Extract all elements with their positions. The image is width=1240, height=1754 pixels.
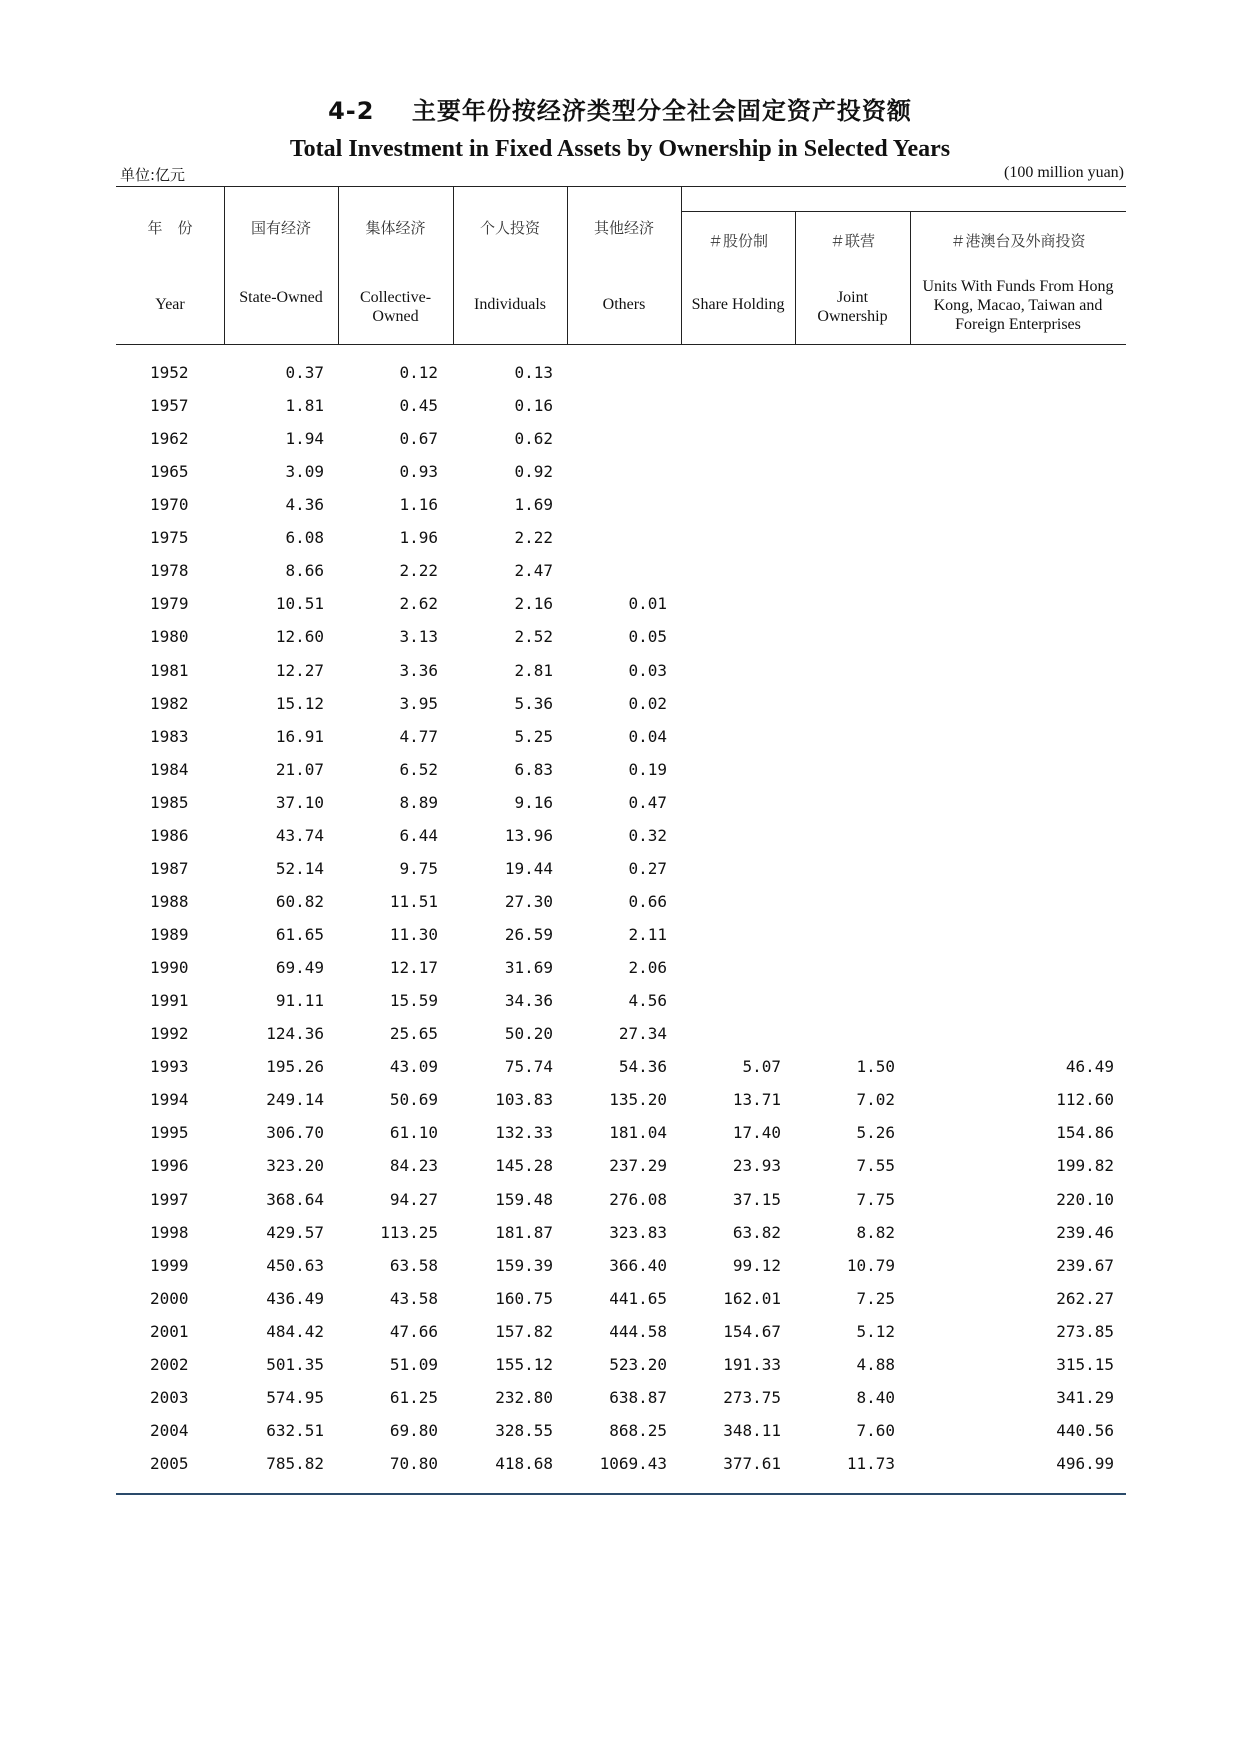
unit-label-cn: 单位:亿元 — [120, 166, 186, 184]
state-owned-cell: 368.64 — [266, 1189, 324, 1209]
header-others-cn: 其他经济 — [593, 219, 654, 237]
individuals-cell: 2.16 — [514, 594, 553, 614]
state-owned-cell: 785.82 — [266, 1453, 324, 1473]
table-row — [0, 952, 1240, 985]
column-divider — [681, 186, 682, 344]
individuals-cell: 2.22 — [514, 528, 553, 548]
others-cell: 27.34 — [618, 1024, 667, 1044]
others-cell: 1069.43 — [599, 1453, 667, 1473]
others-cell: 276.08 — [609, 1189, 667, 1209]
state-owned-cell: 429.57 — [266, 1222, 324, 1242]
state-owned-cell: 436.49 — [266, 1288, 324, 1308]
share-holding-cell: 154.67 — [723, 1321, 781, 1341]
header-others-en: Others — [602, 296, 646, 313]
year-cell: 1998 — [150, 1222, 189, 1242]
collective-owned-cell: 25.65 — [389, 1024, 438, 1044]
collective-owned-cell: 12.17 — [389, 958, 438, 978]
joint-ownership-cell: 7.60 — [856, 1420, 895, 1440]
share-holding-cell: 37.15 — [732, 1189, 781, 1209]
collective-owned-cell: 6.52 — [399, 759, 438, 779]
individuals-cell: 0.62 — [514, 429, 553, 449]
table-row — [0, 1217, 1240, 1250]
others-cell: 444.58 — [609, 1321, 667, 1341]
share-holding-cell: 377.61 — [723, 1453, 781, 1473]
state-owned-cell: 43.74 — [275, 825, 324, 845]
table-row — [0, 1349, 1240, 1382]
others-cell: 366.40 — [609, 1255, 667, 1275]
header-rule — [116, 344, 1126, 345]
share-holding-cell: 99.12 — [732, 1255, 781, 1275]
year-cell: 1957 — [150, 396, 189, 416]
table-row — [0, 754, 1240, 787]
header-year-en: Year — [155, 296, 185, 313]
year-cell: 1952 — [150, 363, 189, 382]
header-share-en: Share Holding — [691, 296, 785, 313]
collective-owned-cell: 1.96 — [399, 528, 438, 548]
collective-owned-cell: 1.16 — [399, 495, 438, 515]
hk-macao-taiwan-foreign-cell: 239.67 — [1056, 1255, 1114, 1275]
individuals-cell: 145.28 — [495, 1156, 553, 1176]
individuals-cell: 50.20 — [504, 1024, 553, 1044]
others-cell: 0.47 — [628, 792, 667, 812]
individuals-cell: 2.52 — [514, 627, 553, 647]
column-divider — [224, 186, 225, 344]
hk-macao-taiwan-foreign-cell: 262.27 — [1056, 1288, 1114, 1308]
state-owned-cell: 16.91 — [275, 726, 324, 746]
table-row — [0, 688, 1240, 721]
year-cell: 1978 — [150, 561, 189, 581]
joint-ownership-cell: 10.79 — [846, 1255, 895, 1275]
state-owned-cell: 4.36 — [285, 495, 324, 515]
header-share-cn: ＃股份制 — [707, 232, 768, 250]
year-cell: 1996 — [150, 1156, 189, 1176]
individuals-cell: 19.44 — [504, 858, 553, 878]
table-row — [0, 1117, 1240, 1150]
state-owned-cell: 484.42 — [266, 1321, 324, 1341]
table-row — [0, 1018, 1240, 1051]
header-collective-cn: 集体经济 — [365, 219, 426, 237]
joint-ownership-cell: 7.75 — [856, 1189, 895, 1209]
others-cell: 523.20 — [609, 1354, 667, 1374]
year-cell: 1986 — [150, 825, 189, 845]
individuals-cell: 103.83 — [495, 1090, 553, 1110]
joint-ownership-cell: 8.82 — [856, 1222, 895, 1242]
others-cell: 54.36 — [618, 1057, 667, 1077]
header-joint-en — [795, 288, 910, 326]
collective-owned-cell: 70.80 — [389, 1453, 438, 1473]
table-row — [0, 1382, 1240, 1415]
table-row — [0, 621, 1240, 654]
table-row — [0, 1184, 1240, 1217]
collective-owned-cell: 2.22 — [399, 561, 438, 581]
table-row — [0, 1448, 1240, 1481]
joint-ownership-cell: 4.88 — [856, 1354, 895, 1374]
others-cell: 638.87 — [609, 1387, 667, 1407]
others-cell: 0.32 — [628, 825, 667, 845]
state-owned-cell: 1.81 — [285, 396, 324, 416]
hk-macao-taiwan-foreign-cell: 239.46 — [1056, 1222, 1114, 1242]
others-cell: 2.11 — [628, 925, 667, 945]
individuals-cell: 157.82 — [495, 1321, 553, 1341]
table-row — [0, 1150, 1240, 1183]
individuals-cell: 418.68 — [495, 1453, 553, 1473]
individuals-cell: 1.69 — [514, 495, 553, 515]
table-row — [0, 357, 1240, 390]
table-row — [0, 390, 1240, 423]
individuals-cell: 6.83 — [514, 759, 553, 779]
state-owned-cell: 61.65 — [275, 925, 324, 945]
individuals-cell: 2.47 — [514, 561, 553, 581]
year-cell: 1999 — [150, 1255, 189, 1275]
hk-macao-taiwan-foreign-cell: 112.60 — [1056, 1090, 1114, 1110]
state-owned-cell: 10.51 — [275, 594, 324, 614]
individuals-cell: 34.36 — [504, 991, 553, 1011]
state-owned-cell: 632.51 — [266, 1420, 324, 1440]
year-cell: 2000 — [150, 1288, 189, 1308]
others-cell: 0.02 — [628, 693, 667, 713]
collective-owned-cell: 0.67 — [399, 429, 438, 449]
year-cell: 1980 — [150, 627, 189, 647]
bottom-rule — [116, 1493, 1126, 1495]
header-hk-en-line1: Units With Funds From Hong — [922, 278, 1114, 295]
state-owned-cell: 12.60 — [275, 627, 324, 647]
individuals-cell: 5.36 — [514, 693, 553, 713]
year-cell: 2005 — [150, 1453, 189, 1473]
others-cell: 135.20 — [609, 1090, 667, 1110]
state-owned-cell: 52.14 — [275, 858, 324, 878]
individuals-cell: 0.16 — [514, 396, 553, 416]
others-cell: 0.05 — [628, 627, 667, 647]
hk-macao-taiwan-foreign-cell: 154.86 — [1056, 1123, 1114, 1143]
individuals-cell: 232.80 — [495, 1387, 553, 1407]
others-cell: 0.19 — [628, 759, 667, 779]
hk-macao-taiwan-foreign-cell: 496.99 — [1056, 1453, 1114, 1473]
joint-ownership-cell: 7.25 — [856, 1288, 895, 1308]
table-row — [0, 787, 1240, 820]
individuals-cell: 181.87 — [495, 1222, 553, 1242]
state-owned-cell: 0.37 — [285, 363, 324, 382]
header-individuals-en: Individuals — [474, 296, 546, 313]
individuals-cell: 328.55 — [495, 1420, 553, 1440]
share-holding-cell: 348.11 — [723, 1420, 781, 1440]
individuals-cell: 13.96 — [504, 825, 553, 845]
others-cell: 0.66 — [628, 891, 667, 911]
header-joint-cn: ＃联营 — [829, 232, 875, 250]
state-owned-cell: 450.63 — [266, 1255, 324, 1275]
others-cell: 0.03 — [628, 660, 667, 680]
table-row — [0, 489, 1240, 522]
collective-owned-cell: 4.77 — [399, 726, 438, 746]
individuals-cell: 160.75 — [495, 1288, 553, 1308]
state-owned-cell: 306.70 — [266, 1123, 324, 1143]
table-row — [0, 1415, 1240, 1448]
collective-owned-cell: 2.62 — [399, 594, 438, 614]
others-cell: 0.01 — [628, 594, 667, 614]
individuals-cell: 132.33 — [495, 1123, 553, 1143]
joint-ownership-cell: 7.55 — [856, 1156, 895, 1176]
table-row — [0, 820, 1240, 853]
collective-owned-cell: 11.51 — [389, 891, 438, 911]
others-cell: 2.06 — [628, 958, 667, 978]
share-holding-cell: 191.33 — [723, 1354, 781, 1374]
hk-macao-taiwan-foreign-cell: 440.56 — [1056, 1420, 1114, 1440]
table-row — [0, 1283, 1240, 1316]
state-owned-cell: 69.49 — [275, 958, 324, 978]
unit-label-en: (100 million yuan) — [1004, 164, 1124, 181]
collective-owned-cell: 3.95 — [399, 693, 438, 713]
joint-ownership-cell: 5.12 — [856, 1321, 895, 1341]
table-title-cn — [0, 91, 1240, 126]
collective-owned-cell: 3.36 — [399, 660, 438, 680]
collective-owned-cell: 0.93 — [399, 462, 438, 482]
header-hk-cn: ＃港澳台及外商投资 — [950, 232, 1086, 250]
table-row — [0, 423, 1240, 456]
collective-owned-cell: 63.58 — [389, 1255, 438, 1275]
year-cell: 1985 — [150, 792, 189, 812]
individuals-cell: 159.39 — [495, 1255, 553, 1275]
header-hk-en-line2: Kong, Macao, Taiwan and — [933, 297, 1103, 314]
hk-macao-taiwan-foreign-cell: 199.82 — [1056, 1156, 1114, 1176]
others-cell: 237.29 — [609, 1156, 667, 1176]
collective-owned-cell: 11.30 — [389, 925, 438, 945]
collective-owned-cell: 84.23 — [389, 1156, 438, 1176]
individuals-cell: 9.16 — [514, 792, 553, 812]
state-owned-cell: 12.27 — [275, 660, 324, 680]
state-owned-cell: 3.09 — [285, 462, 324, 482]
header-collective-en — [338, 288, 453, 326]
year-cell: 1991 — [150, 991, 189, 1011]
others-cell: 0.27 — [628, 858, 667, 878]
year-cell: 2004 — [150, 1420, 189, 1440]
share-holding-cell: 23.93 — [732, 1156, 781, 1176]
share-holding-cell: 63.82 — [732, 1222, 781, 1242]
year-cell: 1975 — [150, 528, 189, 548]
table-number: 4-2 — [328, 97, 375, 125]
table-row — [0, 456, 1240, 489]
others-cell: 4.56 — [628, 991, 667, 1011]
header-collective-en-line1: Collective- — [359, 289, 432, 306]
state-owned-cell: 6.08 — [285, 528, 324, 548]
collective-owned-cell: 47.66 — [389, 1321, 438, 1341]
hk-macao-taiwan-foreign-cell: 315.15 — [1056, 1354, 1114, 1374]
hk-macao-taiwan-foreign-cell: 273.85 — [1056, 1321, 1114, 1341]
state-owned-cell: 574.95 — [266, 1387, 324, 1407]
table-row — [0, 522, 1240, 555]
table-row — [0, 985, 1240, 1018]
collective-owned-cell: 8.89 — [399, 792, 438, 812]
table-row — [0, 886, 1240, 919]
state-owned-cell: 1.94 — [285, 429, 324, 449]
table-title-cn-text: 主要年份按经济类型分全社会固定资产投资额 — [411, 97, 912, 125]
top-rule — [116, 186, 1126, 187]
joint-ownership-cell: 5.26 — [856, 1123, 895, 1143]
year-cell: 1983 — [150, 726, 189, 746]
share-holding-cell: 5.07 — [742, 1057, 781, 1077]
header-year-cn: 年 份 — [147, 219, 193, 237]
joint-ownership-cell: 1.50 — [856, 1057, 895, 1077]
state-owned-cell: 249.14 — [266, 1090, 324, 1110]
share-holding-cell: 13.71 — [732, 1090, 781, 1110]
share-holding-cell: 17.40 — [732, 1123, 781, 1143]
hk-macao-taiwan-foreign-cell: 341.29 — [1056, 1387, 1114, 1407]
others-cell: 868.25 — [609, 1420, 667, 1440]
year-cell: 1993 — [150, 1057, 189, 1077]
table-row — [0, 555, 1240, 588]
state-owned-cell: 195.26 — [266, 1057, 324, 1077]
hk-macao-taiwan-foreign-cell: 220.10 — [1056, 1189, 1114, 1209]
others-cell: 441.65 — [609, 1288, 667, 1308]
year-cell: 2003 — [150, 1387, 189, 1407]
year-cell: 2002 — [150, 1354, 189, 1374]
collective-owned-cell: 94.27 — [389, 1189, 438, 1209]
joint-ownership-cell: 8.40 — [856, 1387, 895, 1407]
collective-owned-cell: 43.58 — [389, 1288, 438, 1308]
individuals-cell: 0.92 — [514, 462, 553, 482]
year-cell: 1982 — [150, 693, 189, 713]
year-cell: 1997 — [150, 1189, 189, 1209]
joint-ownership-cell: 7.02 — [856, 1090, 895, 1110]
table-row — [0, 1250, 1240, 1283]
state-owned-cell: 91.11 — [275, 991, 324, 1011]
individuals-cell: 27.30 — [504, 891, 553, 911]
subheader-rule — [681, 211, 1126, 212]
state-owned-cell: 15.12 — [275, 693, 324, 713]
year-cell: 1965 — [150, 462, 189, 482]
year-cell: 1979 — [150, 594, 189, 614]
column-divider — [567, 186, 568, 344]
year-cell: 1994 — [150, 1090, 189, 1110]
individuals-cell: 26.59 — [504, 925, 553, 945]
header-joint-en-line2: Ownership — [817, 308, 888, 325]
state-owned-cell: 8.66 — [285, 561, 324, 581]
collective-owned-cell: 15.59 — [389, 991, 438, 1011]
individuals-cell: 75.74 — [504, 1057, 553, 1077]
table-row — [0, 1084, 1240, 1117]
year-cell: 2001 — [150, 1321, 189, 1341]
year-cell: 1995 — [150, 1123, 189, 1143]
hk-macao-taiwan-foreign-cell: 46.49 — [1065, 1057, 1114, 1077]
collective-owned-cell: 61.25 — [389, 1387, 438, 1407]
header-hk-en — [910, 277, 1126, 334]
table-row — [0, 588, 1240, 621]
header-individuals-cn: 个人投资 — [479, 219, 540, 237]
state-owned-cell: 21.07 — [275, 759, 324, 779]
table-row — [0, 1051, 1240, 1084]
collective-owned-cell: 61.10 — [389, 1123, 438, 1143]
collective-owned-cell: 0.12 — [399, 363, 438, 382]
collective-owned-cell: 69.80 — [389, 1420, 438, 1440]
year-cell: 1988 — [150, 891, 189, 911]
others-cell: 323.83 — [609, 1222, 667, 1242]
individuals-cell: 0.13 — [514, 363, 553, 382]
table-title-en: Total Investment in Fixed Assets by Ownership in Selected Years — [289, 136, 951, 162]
header-state-en: State-Owned — [239, 289, 323, 306]
year-cell: 1984 — [150, 759, 189, 779]
header-joint-en-line1: Joint — [836, 289, 869, 306]
state-owned-cell: 124.36 — [266, 1024, 324, 1044]
collective-owned-cell: 6.44 — [399, 825, 438, 845]
year-cell: 1981 — [150, 660, 189, 680]
header-hk-en-line3: Foreign Enterprises — [955, 316, 1081, 333]
collective-owned-cell: 0.45 — [399, 396, 438, 416]
individuals-cell: 5.25 — [514, 726, 553, 746]
year-cell: 1962 — [150, 429, 189, 449]
table-row — [0, 853, 1240, 886]
state-owned-cell: 501.35 — [266, 1354, 324, 1374]
share-holding-cell: 273.75 — [723, 1387, 781, 1407]
year-cell: 1992 — [150, 1024, 189, 1044]
year-cell: 1987 — [150, 858, 189, 878]
others-cell: 0.04 — [628, 726, 667, 746]
column-divider — [453, 186, 454, 344]
table-row — [0, 919, 1240, 952]
year-cell: 1989 — [150, 925, 189, 945]
state-owned-cell: 323.20 — [266, 1156, 324, 1176]
state-owned-cell: 60.82 — [275, 891, 324, 911]
header-collective-en-line2: Owned — [372, 308, 419, 325]
year-cell: 1970 — [150, 495, 189, 515]
collective-owned-cell: 51.09 — [389, 1354, 438, 1374]
table-row — [0, 721, 1240, 754]
individuals-cell: 155.12 — [495, 1354, 553, 1374]
joint-ownership-cell: 11.73 — [846, 1453, 895, 1473]
collective-owned-cell: 50.69 — [389, 1090, 438, 1110]
collective-owned-cell: 113.25 — [380, 1222, 438, 1242]
collective-owned-cell: 3.13 — [399, 627, 438, 647]
share-holding-cell: 162.01 — [723, 1288, 781, 1308]
table-row — [0, 655, 1240, 688]
collective-owned-cell: 43.09 — [389, 1057, 438, 1077]
table-row — [0, 1316, 1240, 1349]
individuals-cell: 2.81 — [514, 660, 553, 680]
collective-owned-cell: 9.75 — [399, 858, 438, 878]
header-state-cn: 国有经济 — [250, 219, 311, 237]
individuals-cell: 159.48 — [495, 1189, 553, 1209]
year-cell: 1990 — [150, 958, 189, 978]
individuals-cell: 31.69 — [504, 958, 553, 978]
others-cell: 181.04 — [609, 1123, 667, 1143]
state-owned-cell: 37.10 — [275, 792, 324, 812]
